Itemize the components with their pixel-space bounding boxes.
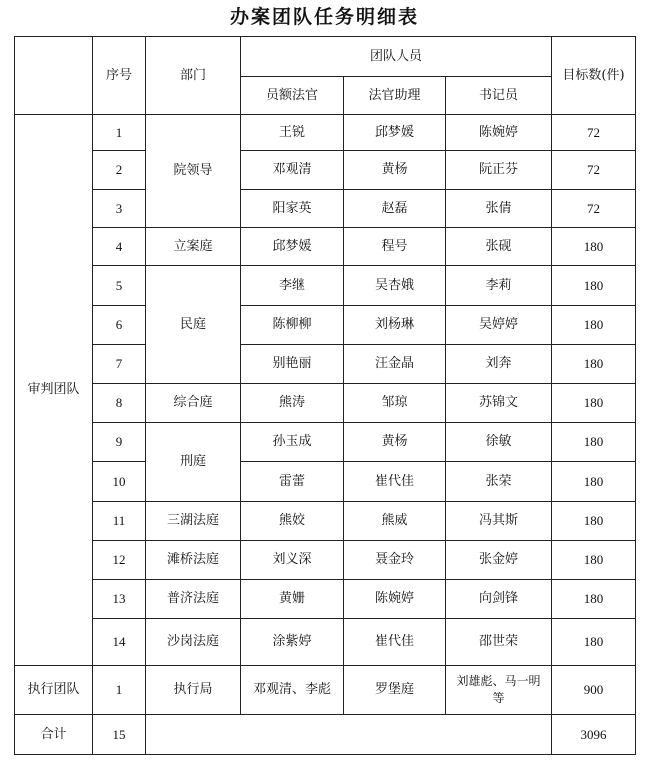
judge-cell: 雷蕾 [241, 462, 344, 502]
target-cell: 180 [552, 462, 636, 502]
assistant-cell: 熊威 [344, 502, 446, 541]
clerk-cell: 陈婉婷 [446, 115, 552, 151]
target-cell: 180 [552, 266, 636, 306]
clerk-cell: 徐敏 [446, 423, 552, 462]
dept-cell: 立案庭 [146, 228, 241, 266]
seq-cell: 7 [93, 345, 146, 384]
target-cell: 72 [552, 151, 636, 190]
judge-cell: 涂紫婷 [241, 619, 344, 666]
seq-cell: 11 [93, 502, 146, 541]
clerk-cell: 阮正芬 [446, 151, 552, 190]
assistant-cell: 吴杏娥 [344, 266, 446, 306]
header-dept: 部门 [146, 37, 241, 115]
group-exec: 执行团队 [15, 666, 93, 715]
seq-cell: 14 [93, 619, 146, 666]
dept-cell: 三湖法庭 [146, 502, 241, 541]
seq-cell: 8 [93, 384, 146, 423]
task-table [14, 36, 636, 755]
assistant-cell: 汪金晶 [344, 345, 446, 384]
group-trial: 审判团队 [15, 115, 93, 666]
clerk-cell: 张砚 [446, 228, 552, 266]
assistant-cell: 黄杨 [344, 423, 446, 462]
clerk-cell: 向剑锋 [446, 580, 552, 619]
header-corner [15, 37, 93, 115]
judge-cell: 刘义深 [241, 541, 344, 580]
seq-cell: 12 [93, 541, 146, 580]
total-label: 合计 [15, 715, 93, 755]
judge-cell: 熊涛 [241, 384, 344, 423]
judge-cell: 黄姗 [241, 580, 344, 619]
judge-cell: 邱梦媛 [241, 228, 344, 266]
table-row [15, 423, 636, 462]
dept-cell: 滩桥法庭 [146, 541, 241, 580]
target-cell: 180 [552, 541, 636, 580]
assistant-cell: 邹琼 [344, 384, 446, 423]
seq-cell: 2 [93, 151, 146, 190]
total-blank [146, 715, 552, 755]
page-title: 办案团队任务明细表 [229, 6, 419, 28]
judge-cell: 陈柳柳 [241, 306, 344, 345]
dept-cell: 刑庭 [146, 423, 241, 502]
seq-cell: 4 [93, 228, 146, 266]
table-row [15, 502, 636, 541]
target-cell: 180 [552, 502, 636, 541]
clerk-cell: 吴婷婷 [446, 306, 552, 345]
seq-cell: 6 [93, 306, 146, 345]
seq-cell: 10 [93, 462, 146, 502]
table-row [15, 190, 636, 228]
judge-cell: 孙玉成 [241, 423, 344, 462]
dept-cell: 综合庭 [146, 384, 241, 423]
target-cell: 180 [552, 306, 636, 345]
table-row [15, 228, 636, 266]
target-cell: 900 [552, 666, 636, 715]
assistant-cell: 黄杨 [344, 151, 446, 190]
table-row [15, 306, 636, 345]
target-cell: 72 [552, 115, 636, 151]
target-cell: 180 [552, 345, 636, 384]
table-row [15, 619, 636, 666]
judge-cell: 别艳丽 [241, 345, 344, 384]
header-clerk: 书记员 [446, 77, 552, 115]
table-row [15, 666, 636, 715]
header-seq: 序号 [93, 37, 146, 115]
header-team-members: 团队人员 [241, 37, 552, 77]
clerk-cell: 刘奔 [446, 345, 552, 384]
table-row [15, 541, 636, 580]
table-row [15, 580, 636, 619]
target-cell: 180 [552, 384, 636, 423]
target-cell: 72 [552, 190, 636, 228]
header-target: 目标数(件) [552, 37, 636, 115]
target-cell: 180 [552, 228, 636, 266]
judge-cell: 王锐 [241, 115, 344, 151]
assistant-cell: 邱梦媛 [344, 115, 446, 151]
seq-cell: 9 [93, 423, 146, 462]
clerk-cell: 李莉 [446, 266, 552, 306]
clerk-cell: 冯其斯 [446, 502, 552, 541]
assistant-cell: 聂金玲 [344, 541, 446, 580]
header-judge: 员额法官 [241, 77, 344, 115]
seq-cell: 1 [93, 666, 146, 715]
total-count: 15 [93, 715, 146, 755]
total-row [15, 715, 636, 755]
dept-cell: 院领导 [146, 115, 241, 228]
target-cell: 180 [552, 580, 636, 619]
assistant-cell: 崔代佳 [344, 462, 446, 502]
assistant-cell: 赵磊 [344, 190, 446, 228]
clerk-cell: 张金婷 [446, 541, 552, 580]
judge-cell: 邓观清、李彪 [241, 666, 344, 715]
judge-cell: 熊姣 [241, 502, 344, 541]
clerk-cell [446, 666, 552, 715]
clerk-cell: 邵世荣 [446, 619, 552, 666]
table-row [15, 462, 636, 502]
assistant-cell: 刘杨琳 [344, 306, 446, 345]
assistant-cell: 陈婉婷 [344, 580, 446, 619]
table-row [15, 266, 636, 306]
clerk-cell: 张倩 [446, 190, 552, 228]
dept-cell: 民庭 [146, 266, 241, 384]
table-row [15, 384, 636, 423]
total-target: 3096 [552, 715, 636, 755]
seq-cell: 5 [93, 266, 146, 306]
judge-cell: 邓观清 [241, 151, 344, 190]
header-assistant: 法官助理 [344, 77, 446, 115]
table-row [15, 345, 636, 384]
assistant-cell: 罗堡庭 [344, 666, 446, 715]
seq-cell: 3 [93, 190, 146, 228]
judge-cell: 阳家英 [241, 190, 344, 228]
assistant-cell: 程号 [344, 228, 446, 266]
assistant-cell: 崔代佳 [344, 619, 446, 666]
target-cell: 180 [552, 423, 636, 462]
seq-cell: 13 [93, 580, 146, 619]
dept-cell: 执行局 [146, 666, 241, 715]
clerk-cell-text: 刘雄彪、马一明等 [456, 674, 541, 705]
dept-cell: 普济法庭 [146, 580, 241, 619]
clerk-cell: 张荣 [446, 462, 552, 502]
table-row [15, 115, 636, 151]
seq-cell: 1 [93, 115, 146, 151]
judge-cell: 李继 [241, 266, 344, 306]
target-cell: 180 [552, 619, 636, 666]
dept-cell: 沙岗法庭 [146, 619, 241, 666]
table-row [15, 151, 636, 190]
clerk-cell: 苏锦文 [446, 384, 552, 423]
